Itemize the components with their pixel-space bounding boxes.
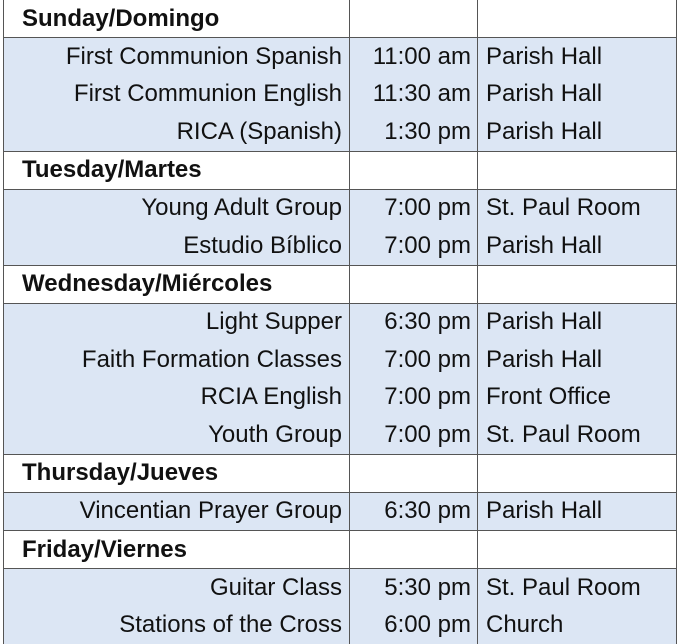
event-place: Parish Hall [478,113,677,151]
event-name: RCIA English [4,379,350,417]
day-header-row [4,0,677,38]
event-time: 6:00 pm [350,607,478,644]
event-name: Stations of the Cross [4,607,350,644]
event-row [4,113,677,151]
event-place: Parish Hall [478,38,677,76]
event-row [4,379,677,417]
event-time: 11:00 am [350,38,478,76]
event-time: 7:00 pm [350,416,478,454]
empty-cell [350,265,478,303]
event-row [4,341,677,379]
day-name: Wednesday/Miércoles [4,265,350,303]
event-name: RICA (Spanish) [4,113,350,151]
weekly-schedule-table [3,0,677,644]
event-time: 1:30 pm [350,113,478,151]
event-place: Parish Hall [478,76,677,114]
event-row [4,303,677,341]
event-name: Vincentian Prayer Group [4,492,350,531]
empty-cell [478,0,677,38]
event-name: Faith Formation Classes [4,341,350,379]
event-time: 11:30 am [350,76,478,114]
event-place: Parish Hall [478,341,677,379]
empty-cell [478,531,677,569]
day-name: Tuesday/Martes [4,151,350,189]
event-place: Church [478,607,677,644]
event-name: Estudio Bíblico [4,227,350,265]
empty-cell [478,265,677,303]
event-time: 6:30 pm [350,303,478,341]
event-time: 7:00 pm [350,189,478,227]
empty-cell [350,454,478,492]
event-place: Parish Hall [478,227,677,265]
event-name: First Communion English [4,76,350,114]
event-name: Youth Group [4,416,350,454]
event-time: 5:30 pm [350,569,478,607]
event-place: St. Paul Room [478,569,677,607]
day-header-row [4,531,677,569]
event-time: 6:30 pm [350,492,478,531]
event-row [4,607,677,644]
event-name: Guitar Class [4,569,350,607]
empty-cell [350,531,478,569]
event-place: St. Paul Room [478,416,677,454]
day-header-row [4,265,677,303]
event-place: St. Paul Room [478,189,677,227]
event-place: Parish Hall [478,492,677,531]
event-name: Young Adult Group [4,189,350,227]
empty-cell [478,151,677,189]
day-name: Sunday/Domingo [4,0,350,38]
event-place: Parish Hall [478,303,677,341]
event-row [4,189,677,227]
day-header-row [4,151,677,189]
event-time: 7:00 pm [350,227,478,265]
event-place: Front Office [478,379,677,417]
event-name: Light Supper [4,303,350,341]
event-row [4,76,677,114]
event-row [4,569,677,607]
empty-cell [350,0,478,38]
day-name: Thursday/Jueves [4,454,350,492]
event-name: First Communion Spanish [4,38,350,76]
event-time: 7:00 pm [350,341,478,379]
empty-cell [350,151,478,189]
event-time: 7:00 pm [350,379,478,417]
event-row [4,416,677,454]
empty-cell [478,454,677,492]
event-row [4,492,677,531]
event-row [4,38,677,76]
day-name: Friday/Viernes [4,531,350,569]
event-row [4,227,677,265]
day-header-row [4,454,677,492]
